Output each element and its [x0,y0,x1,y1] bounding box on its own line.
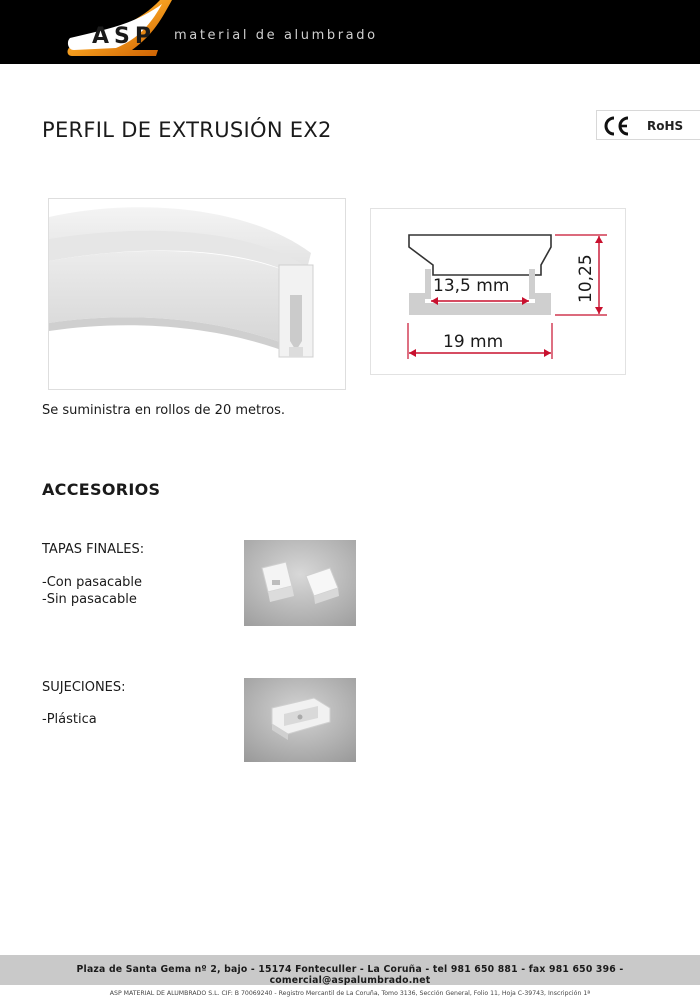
end-caps-photo [244,540,356,626]
accessory-item: -Sin pasacable [42,592,137,607]
accessory-item: -Con pasacable [42,575,143,590]
accessory-item: -Plástica [42,712,97,727]
inner-width-label: 13,5 mm [433,276,510,296]
certification-badges [596,110,700,140]
height-label: 10,25 [576,254,596,303]
accessory-heading-clips: SUJECIONES: [42,680,126,695]
dimension-drawing [370,208,626,375]
logo-text: ASP [92,24,156,49]
supply-note: Se suministra en rollos de 20 metros. [42,403,286,418]
header-tagline: material de alumbrado [174,28,378,43]
accessory-heading-end-caps: TAPAS FINALES: [42,542,145,557]
footer-legal: ASP MATERIAL DE ALUMBRADO S.L. CIF: B 70069240 - Registro Mercantil de La Coruña, Tomo 3136, Sección General, Folio 11, Hoja C-39743, Inscripción 1ª [109,990,591,997]
outer-width-label: 19 mm [443,332,504,352]
product-photo [48,198,346,390]
header-bar [0,0,700,64]
extrusion-profile-image [49,199,346,390]
rohs-label: RoHS [647,119,684,133]
ce-mark-icon [601,115,631,137]
footer-bar [0,955,700,985]
accessories-title: ACCESORIOS [42,480,161,499]
footer-address: Plaza de Santa Gema nº 2, bajo - 15174 Fonteculler - La Coruña - tel 981 650 881 - fax 981 650 396 - comercial@aspalumbrado.net [76,964,624,986]
clips-photo [244,678,356,762]
page-title: PERFIL DE EXTRUSIÓN EX2 [42,118,332,142]
